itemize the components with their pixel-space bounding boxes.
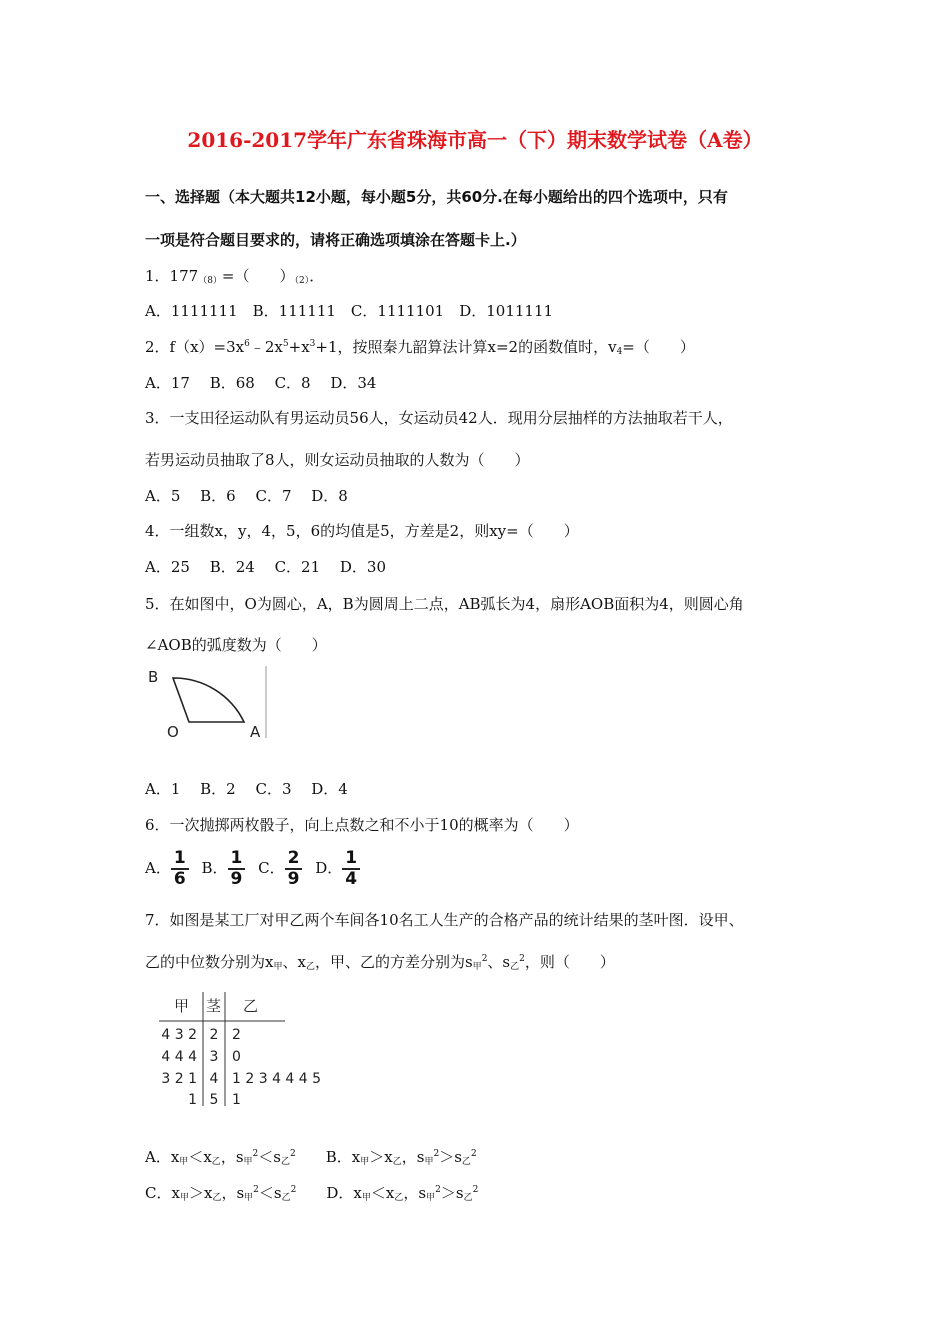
right-leaves-row-4: 1 [232,1092,241,1108]
option-c: C． $\frac{2}{9}$ [258,849,302,889]
left-leaves-row-1: 4 3 2 [161,1027,197,1043]
stem-row-2: 3 [209,1049,219,1065]
left-leaves-row-3: 3 2 1 [161,1071,197,1087]
question-3-line1: 3．一支田径运动队有男运动员56人，女运动员42人．现用分层抽样的方法抽取若干人， [145,409,733,427]
label-a: A [250,723,261,741]
stem-row-1: 2 [209,1027,219,1043]
fraction: $\frac{2}{9}$ [285,849,303,889]
option-b: B． $\frac{1}{9}$ [201,849,245,889]
label-o: O [167,723,179,741]
header-yi: 乙 [243,997,259,1015]
stem-row-4: 5 [209,1092,219,1108]
stem-leaf-plot [145,988,345,1108]
stem-row-3: 4 [209,1071,219,1087]
question-7-line2: 乙的中位数分别为$x_甲$、$x_乙$，甲、乙的方差分别为$s_甲^2$、$s_乙^2$，则（ ） [145,953,615,972]
question-4: 4．一组数x，y，4，5，6的均值是5，方差是2，则xy=（ ） [145,522,579,540]
question-5-line1: 5．在如图中，O为圆心，A，B为圆周上二点，AB弧长为4，扇形AOB面积为4，则圆心角 [145,595,744,613]
question-7-line1: 7．如图是某工厂对甲乙两个车间各10名工人生产的合格产品的统计结果的茎叶图．设甲、 [145,911,744,929]
question-3-line2: 若男运动员抽取了8人，则女运动员抽取的人数为（ ） [145,451,530,469]
question-7-options-cd: C．$x_甲>x_乙$，$s_甲^2<s_乙^2$ D．$x_甲<x_乙$，$s_甲^2>s_乙^2$ [145,1184,479,1203]
option-d: D． $\frac{1}{4}$ [315,849,360,889]
option-a: A． $\frac{1}{6}$ [145,849,189,889]
question-7-options-ab: A．$x_甲<x_乙$，$s_甲^2<s_乙^2$ B．$x_甲>x_乙$，$s_甲^2>s_乙^2$ [145,1148,477,1167]
question-1: 1．$177_{(8)}=$（ ）$_{(2)}$． [145,267,325,286]
header-jia: 甲 [174,997,190,1015]
header-stem: 茎 [206,997,222,1015]
fraction: $\frac{1}{6}$ [171,849,189,889]
question-2: 2．$f(x)=3x^6﹣2x^5+x^3+1$，按照秦九韶算法计算x=2的函数值时，$v_4=$（ ） [145,338,695,357]
page-title: 2016-2017学年广东省珠海市高一（下）期末数学试卷（A卷） [187,128,763,152]
left-leaves-row-2: 4 4 4 [161,1049,197,1065]
fraction: $\frac{1}{4}$ [342,849,360,889]
question-5-options: A．1 B．2 C．3 D．4 [145,780,348,798]
sector-shape [173,678,244,722]
question-1-options: A．1111111 B．111111 C．1111101 D．1011111 [145,302,554,320]
label-b: B [148,668,159,686]
section-instructions-line2: 一项是符合题目要求的，请将正确选项填涂在答题卡上.） [145,231,526,249]
right-leaves-row-3: 1 2 3 4 4 4 5 [232,1071,322,1087]
question-6: 6．一次抛掷两枚骰子，向上点数之和不小于10的概率为（ ） [145,816,579,834]
left-leaves-row-4: 1 [188,1092,197,1108]
right-leaves-row-2: 0 [232,1049,241,1065]
question-5-line2: ∠AOB的弧度数为（ ） [145,636,327,654]
question-4-options: A．25 B．24 C．21 D．30 [145,558,387,576]
right-leaves-row-1: 2 [232,1027,241,1043]
question-2-options: A．17 B．68 C．8 D．34 [145,374,377,392]
question-3-options: A．5 B．6 C．7 D．8 [145,487,348,505]
fraction: $\frac{1}{9}$ [228,849,246,889]
question-6-options [145,849,368,889]
sector-figure [145,662,270,742]
section-instructions-line1: 一、选择题（本大题共12小题，每小题5分，共60分.在每小题给出的四个选项中，只有 [145,188,728,206]
